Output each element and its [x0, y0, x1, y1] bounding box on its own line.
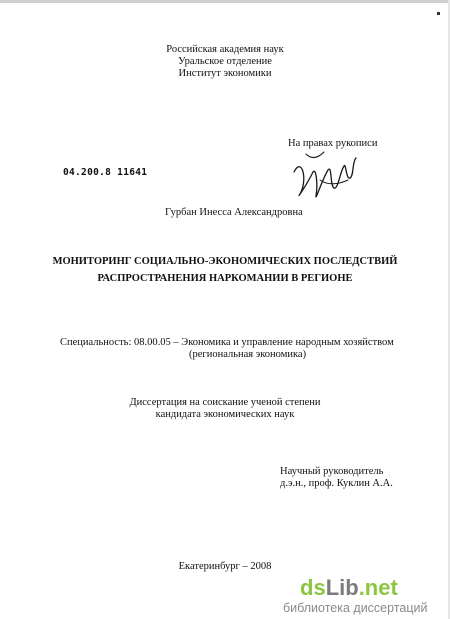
handwritten-signature — [288, 150, 360, 204]
catalog-code: 04.200.8 11641 — [63, 167, 148, 178]
institution-header — [0, 44, 450, 80]
scan-top-edge — [0, 0, 450, 3]
manuscript-rights-note: На правах рукописи — [288, 138, 378, 149]
city-year: Екатеринбург – 2008 — [178, 561, 272, 572]
scientific-supervisor — [280, 466, 393, 490]
watermark-tagline: библиотека диссертаций — [283, 601, 428, 615]
degree-line: Диссертация на соискание ученой степени — [129, 397, 321, 408]
dslib-logo — [300, 575, 398, 601]
supervisor-line: Научный руководитель — [280, 466, 384, 477]
title-line: МОНИТОРИНГ СОЦИАЛЬНО-ЭКОНОМИЧЕСКИХ ПОСЛЕДСТВИЙ — [52, 256, 398, 267]
supervisor-line: д.э.н., проф. Куклин А.А. — [280, 478, 393, 489]
dslib-watermark — [283, 575, 448, 619]
logo-suffix: .net — [358, 575, 398, 600]
logo-middle: Lib — [325, 575, 359, 600]
specialty-line: Специальность: 08.00.05 – Экономика и управление народным хозяйством — [60, 337, 394, 348]
institution-line: Российская академия наук — [166, 44, 284, 55]
author-name: Гурбан Инесса Александровна — [165, 207, 303, 218]
degree-line: кандидата экономических наук — [155, 409, 295, 420]
specialty-subfield: (региональная экономика) — [189, 349, 307, 360]
title-line: РАСПРОСТРАНЕНИЯ НАРКОМАНИИ В РЕГИОНЕ — [97, 273, 353, 284]
dissertation-title — [0, 253, 450, 287]
institution-line: Уральское отделение — [178, 56, 272, 67]
degree-statement — [0, 397, 450, 421]
scan-speck — [437, 12, 440, 15]
institution-line: Институт экономики — [178, 68, 272, 79]
logo-prefix: ds — [300, 575, 326, 600]
